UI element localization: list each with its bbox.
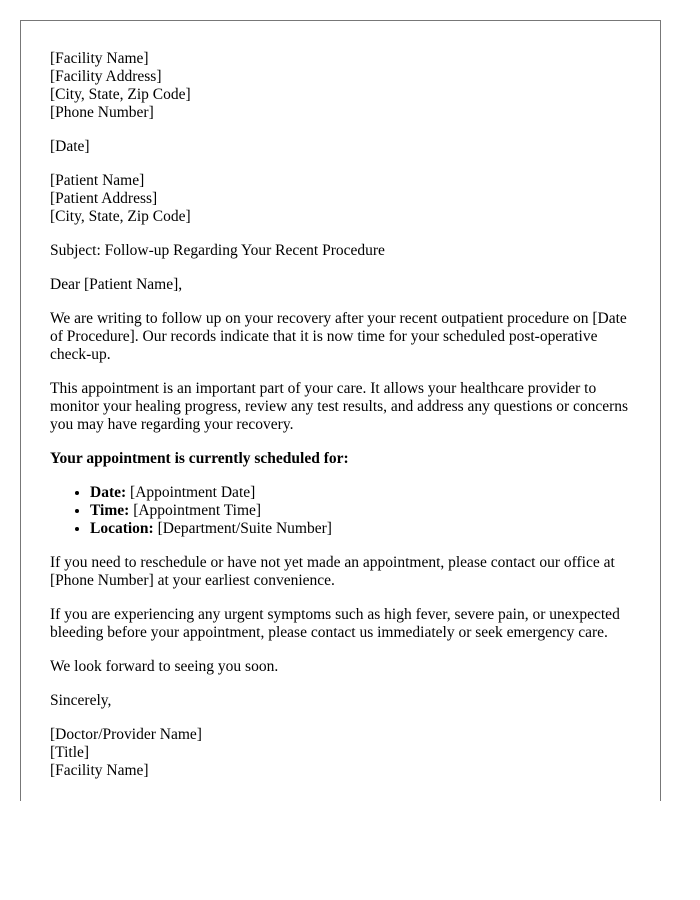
appointment-time-item	[90, 502, 640, 520]
paragraph-intro: We are writing to follow up on your recovery after your recent outpatient procedure on [Date of Procedure]. Our records indicate that it is now time for your scheduled post-operative check-up.	[50, 310, 627, 363]
appointment-time-label: Time:	[90, 502, 130, 519]
paragraph-reschedule: If you need to reschedule or have not yet made an appointment, please contact our office at [Phone Number] at your earliest convenience.	[50, 554, 615, 589]
signoff-closing: Sincerely,	[50, 692, 112, 709]
appointment-date-value: [Appointment Date]	[126, 484, 256, 501]
signature-block	[50, 726, 640, 780]
sender-facility-address: [Facility Address]	[50, 68, 162, 85]
appointment-location-value: [Department/Suite Number]	[153, 520, 332, 537]
recipient-city-state-zip: [City, State, Zip Code]	[50, 208, 191, 225]
signoff-title: [Title]	[50, 744, 90, 761]
signoff-facility: [Facility Name]	[50, 762, 149, 779]
paragraph-importance: This appointment is an important part of your care. It allows your healthcare provider to monitor your healing progress, review any test results, and address any questions or concerns you may have regarding your recovery.	[50, 380, 629, 433]
letter-subject: Subject: Follow-up Regarding Your Recent Procedure	[50, 242, 385, 259]
recipient-address: [Patient Address]	[50, 190, 158, 207]
recipient-address-block	[50, 172, 640, 226]
sender-facility-name: [Facility Name]	[50, 50, 149, 67]
paragraph-urgent: If you are experiencing any urgent symptoms such as high fever, severe pain, or unexpected bleeding before your appointment, please contact us immediately or seek emergency care.	[50, 606, 620, 641]
appointment-date-label: Date:	[90, 484, 127, 501]
appointment-location-item	[90, 520, 640, 538]
appointment-heading: Your appointment is currently scheduled for:	[50, 450, 349, 467]
sender-address-block	[50, 50, 640, 122]
letter-content	[50, 50, 640, 780]
signoff-provider-name: [Doctor/Provider Name]	[50, 726, 202, 743]
appointment-date-item	[90, 484, 640, 502]
recipient-name: [Patient Name]	[50, 172, 145, 189]
letter-salutation: Dear [Patient Name],	[50, 276, 183, 293]
sender-city-state-zip: [City, State, Zip Code]	[50, 86, 191, 103]
letter-date: [Date]	[50, 138, 90, 155]
appointment-location-label: Location:	[90, 520, 154, 537]
appointment-details-list	[50, 484, 640, 538]
paragraph-closing-line: We look forward to seeing you soon.	[50, 658, 279, 675]
appointment-time-value: [Appointment Time]	[129, 502, 262, 519]
letter-page	[20, 20, 661, 801]
sender-phone: [Phone Number]	[50, 104, 154, 121]
